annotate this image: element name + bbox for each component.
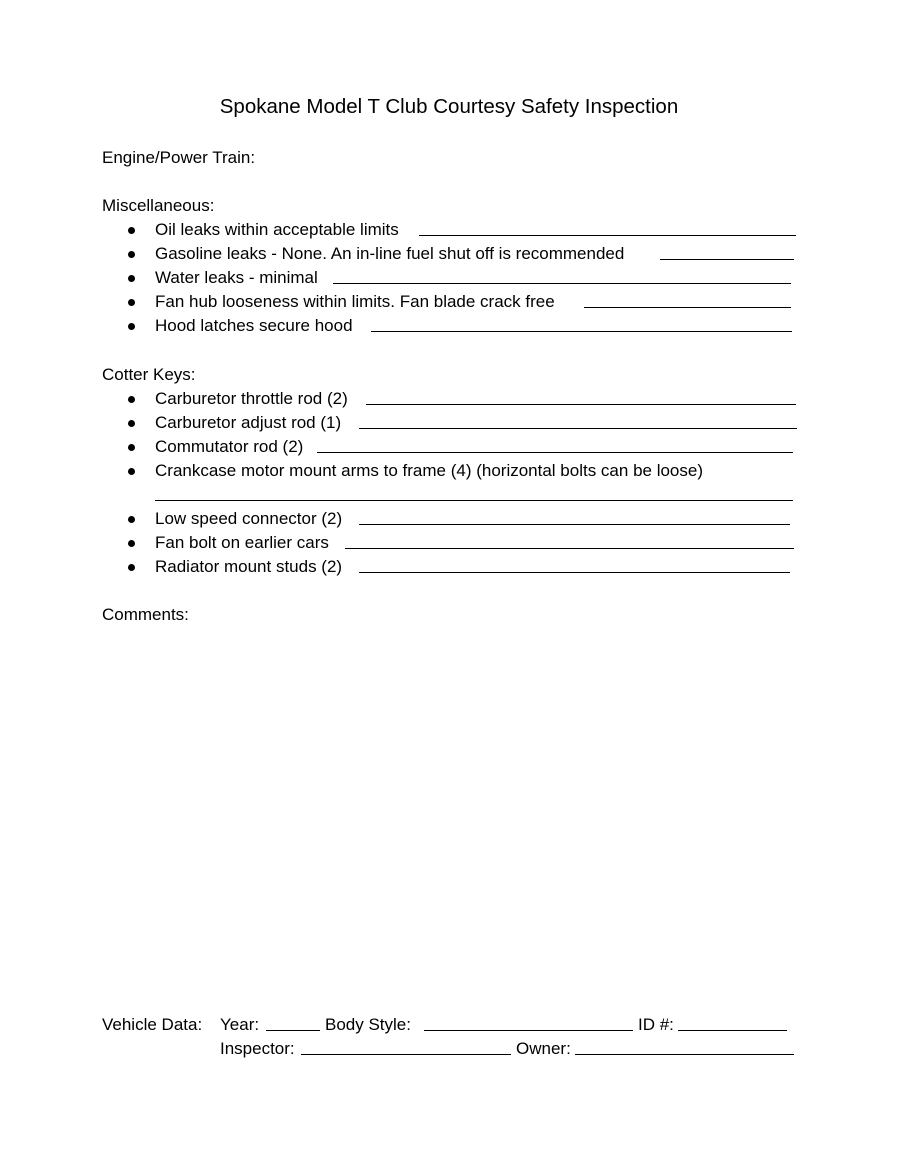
year-label: Year: xyxy=(220,1015,260,1034)
blank-line[interactable] xyxy=(359,524,790,525)
blank-line[interactable] xyxy=(660,259,794,260)
blank-line[interactable] xyxy=(345,548,794,549)
item-label: Fan hub looseness within limits. Fan blade crack free xyxy=(155,292,555,311)
inspector-label: Inspector: xyxy=(220,1039,295,1058)
item-label: Commutator rod (2) xyxy=(155,437,304,456)
bullet-icon xyxy=(128,251,135,258)
item-label: Fan bolt on earlier cars xyxy=(155,533,329,552)
bullet-icon xyxy=(128,275,135,282)
item-label: Carburetor throttle rod (2) xyxy=(155,389,348,408)
bullet-icon xyxy=(128,516,135,523)
id-field[interactable] xyxy=(678,1030,787,1031)
item-label: Carburetor adjust rod (1) xyxy=(155,413,342,432)
blank-line[interactable] xyxy=(359,572,790,573)
bullet-icon xyxy=(128,323,135,330)
blank-line[interactable] xyxy=(371,331,792,332)
blank-line[interactable] xyxy=(155,500,793,501)
id-label: ID #: xyxy=(638,1015,674,1034)
bullet-icon xyxy=(128,396,135,403)
blank-line[interactable] xyxy=(359,428,797,429)
bullet-icon xyxy=(128,227,135,234)
item-label: Low speed connector (2) xyxy=(155,509,343,528)
bullet-icon xyxy=(128,468,135,475)
owner-label: Owner: xyxy=(516,1039,571,1058)
section-heading-comments: Comments: xyxy=(102,605,189,624)
bullet-icon xyxy=(128,444,135,451)
item-label: Radiator mount studs (2) xyxy=(155,557,343,576)
bullet-icon xyxy=(128,540,135,547)
body-style-field[interactable] xyxy=(424,1030,633,1031)
item-label: Water leaks - minimal xyxy=(155,268,318,287)
blank-line[interactable] xyxy=(333,283,791,284)
item-label: Gasoline leaks - None. An in-line fuel shut off is recommended xyxy=(155,244,625,263)
bullet-icon xyxy=(128,564,135,571)
inspector-field[interactable] xyxy=(301,1054,511,1055)
blank-line[interactable] xyxy=(419,235,796,236)
year-field[interactable] xyxy=(266,1030,320,1031)
blank-line[interactable] xyxy=(317,452,793,453)
item-label: Hood latches secure hood xyxy=(155,316,353,335)
blank-line[interactable] xyxy=(584,307,791,308)
body-style-label: Body Style: xyxy=(325,1015,411,1034)
item-label: Crankcase motor mount arms to frame (4) (horizontal bolts can be loose) xyxy=(155,461,704,480)
section-heading-engine: Engine/Power Train: xyxy=(102,148,256,167)
section-heading-cotter-keys: Cotter Keys: xyxy=(102,365,196,384)
section-heading-miscellaneous: Miscellaneous: xyxy=(102,196,215,215)
bullet-icon xyxy=(128,299,135,306)
item-label: Oil leaks within acceptable limits xyxy=(155,220,399,239)
page-title: Spokane Model T Club Courtesy Safety Inspection xyxy=(219,95,679,118)
bullet-icon xyxy=(128,420,135,427)
owner-field[interactable] xyxy=(575,1054,794,1055)
blank-line[interactable] xyxy=(366,404,796,405)
vehicle-data-label: Vehicle Data: xyxy=(102,1015,203,1034)
